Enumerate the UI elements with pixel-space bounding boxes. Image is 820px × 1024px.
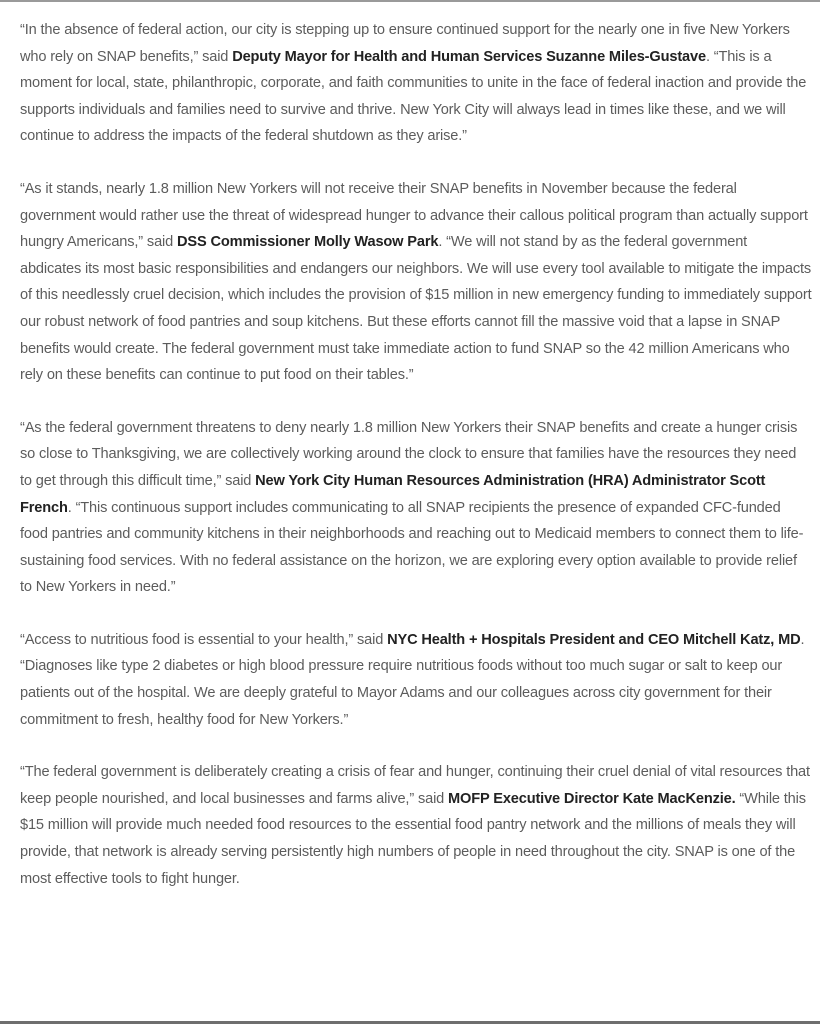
speaker-name: New York City Human Resources Administration (HRA) Administrator Scott French <box>20 472 766 516</box>
quote-paragraph-health-hospitals <box>20 627 812 733</box>
speaker-name: DSS Commissioner Molly Wasow Park <box>177 234 439 251</box>
quote-rest: . “This continuous support includes communicating to all SNAP recipients the presence of expanded CFC-funded food pantries and community kitchens in their neighborhoods and reaching out to Medicaid members to connect them to life-sustaining food services. With no federal assistance on the horizon, we are exploring every option available to provide relief to New Yorkers in need.” <box>20 499 804 596</box>
speaker-name: NYC Health + Hospitals President and CEO Mitchell Katz, MD <box>387 631 801 648</box>
speaker-name: Deputy Mayor for Health and Human Services Suzanne Miles-Gustave <box>232 48 706 65</box>
quote-lead: “In the absence of federal action, our city is stepping up to ensure continued support for the nearly one in five New Yorkers who rely on SNAP benefits,” said <box>20 22 790 65</box>
quote-lead: “The federal government is deliberately creating a crisis of fear and hunger, continuing their cruel denial of vital resources that keep people nourished, and local businesses and farms alive,” said <box>20 764 810 807</box>
quote-rest: . “Diagnoses like type 2 diabetes or high blood pressure require nutritious foods without too much sugar or salt to keep our patients out of the hospital. We are deeply grateful to Mayor Adams and our colleagues across city government for their commitment to fresh, healthy food for New Yorkers.” <box>20 631 805 728</box>
quote-lead: “As it stands, nearly 1.8 million New Yorkers will not receive their SNAP benefits in November because the federal government would rather use the threat of widespread hunger to advance their callous political program than actually support hungry Americans,” said <box>20 180 808 251</box>
quote-paragraph-deputy-mayor <box>20 17 812 150</box>
press-release-body <box>20 17 812 918</box>
quote-paragraph-dss-commissioner <box>20 176 812 389</box>
quote-rest: . “This is a moment for local, state, philanthropic, corporate, and faith communities to unite in the face of federal inaction and provide the supports individuals and families need to survive and thrive. New York City will always lead in times like these, and we will continue to address the impacts of the federal shutdown as they arise.” <box>20 48 807 145</box>
quote-rest: . “We will not stand by as the federal government abdicates its most basic responsibilities and endangers our neighbors. We will use every tool available to mitigate the impacts of this needlessly cruel decision, which includes the provision of $15 million in new emergency funding to immediately support our robust network of food pantries and soup kitchens. But these efforts cannot fill the massive void that a lapse in SNAP benefits would create. The federal government must take immediate action to fund SNAP so the 42 million Americans who rely on these benefits can continue to put food on their tables.” <box>20 234 812 384</box>
top-divider <box>0 0 820 2</box>
quote-paragraph-mofp-director <box>20 759 812 892</box>
quote-lead: “As the federal government threatens to deny nearly 1.8 million New Yorkers their SNAP benefits and create a hunger crisis so close to Thanksgiving, we are collectively working around the clock to ensure that families have the resources they need to get through this difficult time,” said <box>20 419 798 489</box>
quote-rest: “While this $15 million will provide much needed food resources to the essential food pantry network and the millions of meals they will provide, that network is already serving persistently high numbers of people in need throughout the city. SNAP is one of the most effective tools to fight hunger. <box>20 790 806 887</box>
quote-paragraph-hra-administrator <box>20 415 812 601</box>
speaker-name: MOFP Executive Director Kate MacKenzie. <box>448 790 736 807</box>
quote-lead: “Access to nutritious food is essential to your health,” said <box>20 631 388 648</box>
